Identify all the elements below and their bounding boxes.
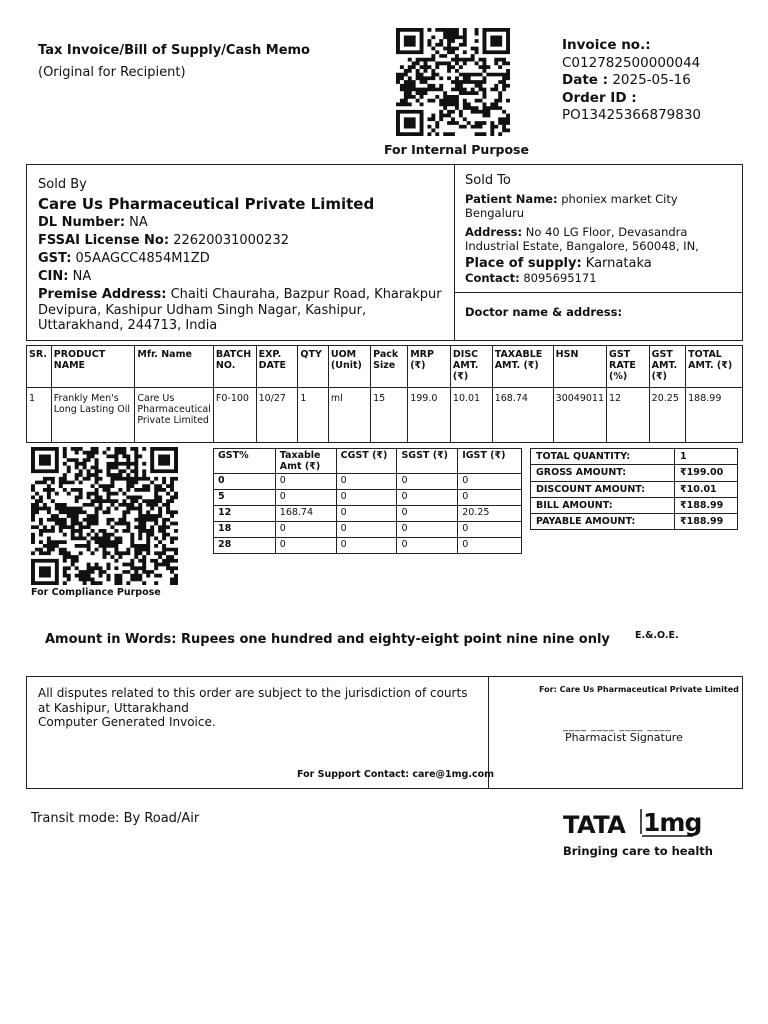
total-label: DISCOUNT AMOUNT: [531,481,675,497]
table-cell: 1 [27,388,52,443]
table-row [531,465,738,481]
jurisdiction-text: All disputes related to this order are subject to the jurisdiction of courts at Kashipur, Uttarakhand [38,686,468,715]
table-cell: 168.74 [492,388,553,443]
address-label: Address: [465,224,523,239]
table-cell: 20.25 [458,506,522,522]
table-cell: 5 [214,490,276,506]
table-cell: 1 [298,388,328,443]
column-header: GST RATE (%) [607,346,650,388]
table-cell: 28 [214,538,276,554]
column-header: CGST (₹) [336,449,397,474]
column-header: PRODUCT NAME [51,346,135,388]
invoice-meta [562,37,701,125]
table-cell: 0 [336,522,397,538]
buyer-address: No 40 LG Floor, Devasandra Industrial Estate, Bangalore, 560048, IN, [465,224,699,253]
disputes-note [38,686,483,730]
premise-address: Chaiti Chauraha, Bazpur Road, Kharakpur Devipura, Kashipur Udham Singh Nagar, Kashipur, Uttarakhand, 244713, India [38,287,442,333]
table-cell: 0 [458,474,522,490]
table-cell: 0 [336,506,397,522]
qr-modules [396,28,510,136]
fssai-label: FSSAI License No: [38,233,170,248]
table-cell: 0 [397,522,458,538]
sold-by-heading: Sold By [38,177,87,192]
table-row [214,506,522,522]
column-header: QTY [298,346,328,388]
brand-tagline: Bringing care to health [563,844,713,858]
table-cell: 0 [458,490,522,506]
total-value: ₹199.00 [675,465,738,481]
totals-table [530,448,738,530]
compliance-qr-label: For Compliance Purpose [31,587,161,598]
table-row [531,497,738,513]
eoe-note: E.&.O.E. [635,630,679,641]
fssai-number: 22620031000232 [173,233,289,248]
table-cell: 10.01 [450,388,492,443]
table-cell: 0 [275,474,336,490]
table-cell: Care Us Pharmaceutical Private Limited [135,388,214,443]
support-contact: For Support Contact: care@1mg.com [297,769,495,780]
contact-label: Contact: [465,271,520,285]
place-of-supply-label: Place of supply: [465,255,582,271]
internal-qr-code [396,28,510,136]
table-row [214,490,522,506]
column-header: UOM (Unit) [328,346,370,388]
table-cell: 0 [458,538,522,554]
party-details-box [26,164,743,341]
total-label: GROSS AMOUNT: [531,465,675,481]
total-label: TOTAL QUANTITY: [531,449,675,465]
computer-generated-text: Computer Generated Invoice. [38,715,216,729]
table-cell: 12 [214,506,276,522]
gst-label: GST: [38,251,72,266]
total-value: ₹188.99 [675,514,738,530]
table-cell: F0-100 [213,388,256,443]
footer-box [26,676,743,789]
column-header: GST% [214,449,276,474]
column-header: BATCH NO. [213,346,256,388]
contact-number: 8095695171 [523,271,597,285]
seller-company-name: Care Us Pharmaceutical Private Limited [38,195,375,213]
signature-line: ____ ____ ____ ____ [563,721,672,732]
invoice-number: C012782500000044 [562,54,701,71]
table-row [531,481,738,497]
logo-word-tata: TATA [563,811,626,839]
product-table [26,345,743,443]
total-value: 1 [675,449,738,465]
table-row [27,388,743,443]
table-cell: 18 [214,522,276,538]
column-header: HSN [553,346,606,388]
table-cell: Frankly Men's Long Lasting Oil [51,388,135,443]
table-cell: 0 [336,490,397,506]
amount-in-words: Amount in Words: Rupees one hundred and eighty-eight point nine nine only [45,632,610,647]
column-header: GST AMT. (₹) [649,346,685,388]
column-header: Mfr. Name [135,346,214,388]
table-cell: 188.99 [686,388,743,443]
table-cell: 168.74 [275,506,336,522]
table-cell: 0 [458,522,522,538]
table-cell: 0 [397,474,458,490]
table-cell: 0 [336,538,397,554]
table-cell: 12 [607,388,650,443]
table-row [531,449,738,465]
column-header: Taxable Amt (₹) [275,449,336,474]
cin-number: NA [72,269,92,284]
table-cell: 0 [275,522,336,538]
transit-mode: Transit mode: By Road/Air [31,811,200,826]
seller-section [38,176,448,334]
table-cell: 20.25 [649,388,685,443]
gst-summary-table [213,448,522,554]
compliance-qr-code [31,447,178,585]
table-row [531,514,738,530]
table-cell: 199.0 [408,388,451,443]
column-header: DISC AMT. (₹) [450,346,492,388]
sold-to-heading: Sold To [465,173,511,188]
table-cell: 0 [214,474,276,490]
column-header: TAXABLE AMT. (₹) [492,346,553,388]
table-row [214,474,522,490]
order-id: PO13425366879830 [562,107,702,123]
qr-modules [31,447,178,585]
table-cell: 0 [275,538,336,554]
column-header: SGST (₹) [397,449,458,474]
pharmacist-signature-label: Pharmacist Signature [565,731,683,744]
table-cell: ml [328,388,370,443]
order-id-label: Order ID : [562,89,637,106]
dl-label: DL Number: [38,215,126,230]
gst-number: 05AAGCC4854M1ZD [75,251,210,266]
dl-number: NA [129,215,148,230]
column-header: SR. [27,346,52,388]
table-cell: 15 [371,388,408,443]
total-value: ₹10.01 [675,481,738,497]
column-header: MRP (₹) [408,346,451,388]
tata-1mg-logo [563,806,702,840]
invoice-number-label: Invoice no.: [562,37,651,53]
internal-qr-label: For Internal Purpose [384,142,529,157]
buyer-section [465,174,737,286]
column-header: Pack Size [371,346,408,388]
table-row [214,538,522,554]
for-company-label: For: Care Us Pharmaceutical Private Limited [539,685,739,694]
total-label: BILL AMOUNT: [531,497,675,513]
doctor-label: Doctor name & address: [465,305,623,319]
column-header: IGST (₹) [458,449,522,474]
document-subtitle: (Original for Recipient) [38,65,186,80]
patient-label: Patient Name: [465,191,558,206]
premise-label: Premise Address: [38,287,167,302]
table-cell: 10/27 [256,388,298,443]
document-title: Tax Invoice/Bill of Supply/Cash Memo [38,43,310,58]
invoice-date-label: Date : [562,72,609,88]
table-cell: 0 [336,474,397,490]
table-cell: 0 [397,538,458,554]
invoice-date: 2025-05-16 [612,72,691,88]
logo-word-1mg: 1mg [643,808,702,837]
patient-name: phoniex market City Bengaluru [465,191,678,220]
table-cell: 0 [397,490,458,506]
table-row [214,522,522,538]
total-label: PAYABLE AMOUNT: [531,514,675,530]
column-header: EXP. DATE [256,346,298,388]
place-of-supply: Karnataka [585,255,652,271]
total-value: ₹188.99 [675,497,738,513]
table-cell: 30049011 [553,388,606,443]
column-header: TOTAL AMT. (₹) [686,346,743,388]
table-cell: 0 [275,490,336,506]
cin-label: CIN: [38,269,69,284]
table-cell: 0 [397,506,458,522]
